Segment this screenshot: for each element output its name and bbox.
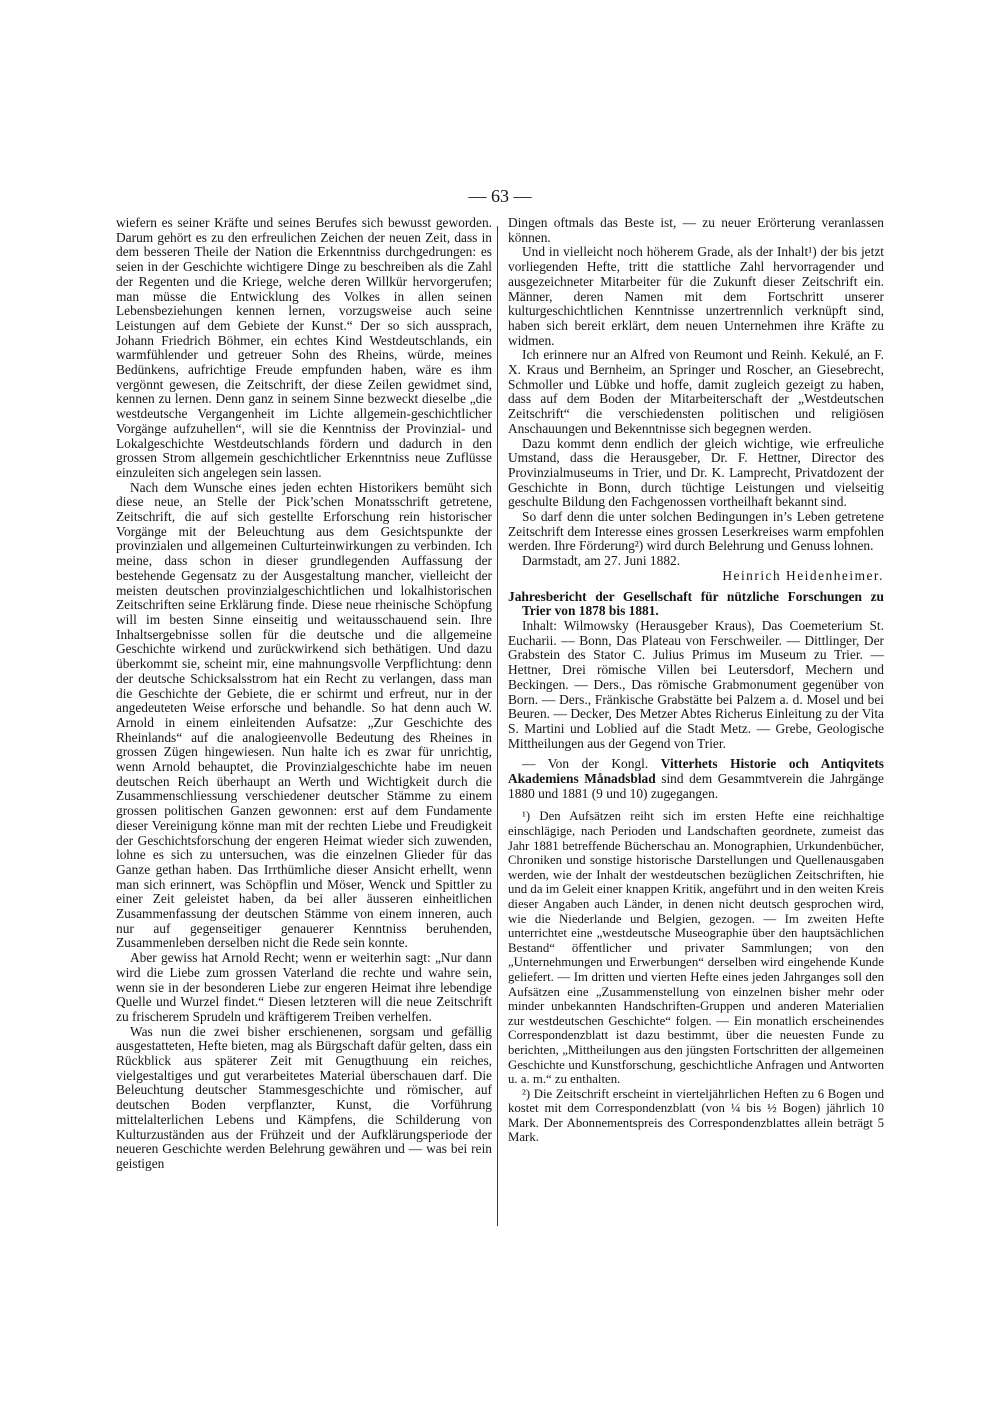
journal-title: Vitterhets Historie och Antiqvitets Akademiens Månadsblad: [508, 756, 885, 787]
paragraph: Und in vielleicht noch höherem Grade, als der Inhalt¹) der bis jetzt vorliegenden Hefte, tritt die stattliche Zahl hervorragender und ausgezeichneter Mitarbeiter für die Zukunft dieser Zeitschrift ein. Männer, deren Namen mit dem Fortschritt unserer kulturgeschichtlichen Kenntnisse unzertrennlich verknüpft sind, haben sich bereit erklärt, dem neuen Unternehmen ihre Kräfte zu widmen.: [508, 244, 884, 348]
paragraph: Ich erinnere nur an Alfred von Reumont und Reinh. Kekulé, an F. X. Kraus und Bernheim, an Springer und Roscher, an Giesebrecht, Schmoller und Lübke und hoffe, damit zugleich gezeigt zu haben, dass auf dem Boden der Mitarbeiterschaft der „Westdeutschen Zeitschrift“ die verschiedensten politischen und religiösen Anschauungen und Bekenntnisse sich begegnen werden.: [508, 347, 884, 436]
notice-prefix: — Von der Kongl.: [522, 756, 661, 772]
notice-paragraph: [508, 757, 884, 801]
notice-suffix: sind dem Gesammtverein die Jahrgänge 1880 und 1881 (9 und 10) zugegangen.: [508, 771, 884, 801]
footnote-1: ¹) Den Aufsätzen reiht sich im ersten Hefte eine reichhaltige einschlägige, nach Perioden und Landschaften geordnete, zumeist das Jahr 1881 betreffende Bücherschau an. Monographien, Urkundenbücher, Chroniken und sonstige historische Darstellungen und Quellenausgaben werden, wie der Inhalt der westdeutschen bezüglichen Zeitschriften, hie und da im Geleit einer knappen Kritik, angeführt und in den weiten Kreis dieser Angaben auch Länder, in denen nicht deutsch gesprochen wird, wie die Niederlande und Belgien, gezogen. — Im zweiten Hefte unterrichtet eine „westdeutsche Museographie über den hauptsächlichen Bestand“ öffentlicher und privater Sammlungen; von den „Unternehmungen und Erwerbungen“ derselben wird eingehende Kunde geliefert. — Im dritten und vierten Hefte eines jeden Jahrganges soll den Aufsätzen eine „Zusammenstellung von einzelnen bisher mehr oder minder unbekannten Handschriften-Gruppen und anderen Materialien zur westdeutschen Geschichte“ folgen. — Ein monatlich erscheinendes Correspondenzblatt ist dazu bestimmt, über die neuesten Funde zu berichten, „Mittheilungen aus den jüngsten Fortschritten der allgemeinen Geschichte und Kunstforschung, geschichtliche Anfragen und Antworten u. a. m.“ zu enthalten.: [508, 809, 884, 1087]
dateline: Darmstadt, am 27. Juni 1882.: [522, 553, 681, 569]
paragraph: Nach dem Wunsche eines jeden echten Historikers bemüht sich diese neue, an Stelle der Pick’schen Monatsschrift getretene, Zeitschrift, die auf sich gestellte Erforschung rein historischer Vorgänge mit der Beleuchtung aus dem Gesichtspunkte der provinzialen und allgemeinen Culturteinwirkungen zu verbinden. Ich meine, dass schon in dieser grundlegenden Auffassung der bestehende Gegensatz zu der Ausgestaltung mancher, vielleicht der meisten deutschen provinzialgeschichtlichen und lokalhistorischen Zeitschriften seine Erklärung finde. Diese neue rheinische Schöpfung will im besten Sinne einseitig und weitausschauend sein. Ihre Inhaltsergebnisse sollen für die deutsche und die allgemeine Geschichte wirkend und zurückwirkend sich bethätigen. Und dazu überkommt sie, scheint mir, eine mahnungsvolle Verpflichtung: denn der deutsche Schicksalsstrom hat ein Recht zu verlangen, dass man die Geschichte der Gebiete, die er schirmt und erfreut, nur in der angedeuteten Weise erforsche und behandle. So hat denn auch W. Arnold in einem einleitenden Aufsatze: „Zur Geschichte des Rheinlands“ auf die analogieenvolle Bedeutung des Rheines in grossen Zügen hingewiesen. Nun halte ich es zwar für unrichtig, wenn Arnold behauptet, die Provinzialgeschichte habe im neuen deutschen Reich überhaupt an Werth und Wichtigkeit durch die Zusammenschliessung verschiedener deutscher Stämme zu einem grossen politischen Ganzen gewonnen: erst auf dem Fundamente dieser Vereinigung könne man mit der rechten Liebe und Freudigkeit der Geschichtsforschung der engeren Heimat wieder sich zuwenden, lohne es sich zu untersuchen, was die einzelnen Glieder für das Ganze gethan haben. Das Irrthümliche dieser Ansicht erhellt, wenn man sich erinnert, was Schöpflin und Möser, Wenck und Spittler zu einer Zeit geleistet haben, da bei aller äusseren einheitlichen Zusammenfassung der deutschen Stämme von einem inneren, auch nur auf gegenseitiger genauerer Kenntniss beruhenden, Zusammenleben derselben nicht die Rede sein konnte.: [116, 479, 492, 951]
author-signature: Heinrich Heidenheimer.: [722, 567, 884, 583]
page-number: — 63 —: [468, 186, 532, 206]
paragraph: Aber gewiss hat Arnold Recht; wenn er weiterhin sagt: „Nur dann wird die Liebe zum grossen Vaterland die rechte und wahre sein, wenn sie in der besonderen Liebe zur engeren Heimat ihre lebendige Quelle und Wurzel findet.“ Diesen letzteren will die neue Zeitschrift zu frischerem Sprudeln und kräftigerem Treiben verhelfen.: [116, 950, 492, 1024]
paragraph: So darf denn die unter solchen Bedingungen in’s Leben getretene Zeitschrift dem Interesse eines grossen Leserkreises warm empfohlen werden. Ihre Förderung²) wird durch Belehrung und Genuss lohnen.: [508, 509, 884, 554]
footnote-separator: [508, 801, 884, 809]
paragraph: Was nun die zwei bisher erschienenen, sorgsam und gefällig ausgestatteten, Hefte bieten, mag als Bürgschaft dafür gelten, dass ein Rückblick aus späterer Zeit mit Genugthuung ein reiches, vielgestaltiges und gut verarbeitetes Material überschauen darf. Die Beleuchtung deutscher Stammesgeschichte und römischer, auf deutschen Boden verpflanzter, Kunst, die Vorführung mittelalterlichen Lebens und Kämpfens, die Schilderung von Kulturzuständen aus der Frühzeit und der Aufklärungsperiode der neueren Geschichte werden Belehrung gewähren und — was bei rein geistigen: [116, 1023, 492, 1171]
paragraph: Dingen oftmals das Beste ist, — zu neuer Erörterung veranlassen können.: [508, 215, 884, 245]
contents-paragraph: Inhalt: Wilmowsky (Herausgeber Kraus), Das Coemeterium St. Eucharii. — Bonn, Das Plateau von Ferschweiler. — Dittlinger, Der Grabstein des Stator C. Julius Primus im Museum zu Trier. — Hettner, Drei römische Villen bei Leutersdorf, Mechern und Beckingen. — Ders., Das römische Grabmonument gegenüber von Born. — Ders., Fränkische Grabstätte bei Palzem a. d. Mosel und bei Beuren. — Decker, Des Metzer Abtes Richerus Einleitung zu der Vita S. Martini und Loblied auf die Stadt Metz. — Grebe, Geologische Mittheilungen aus der Gegend von Trier.: [508, 617, 884, 751]
footnote-2: ²) Die Zeitschrift erscheint in vierteljährlichen Heften zu 6 Bogen und kostet mit dem Correspondenzblatt (von ¼ bis ½ Bogen) jährlich 10 Mark. Der Abonnementspreis des Correspondenzblattes allein beträgt 5 Mark.: [508, 1086, 884, 1145]
paragraph: Dazu kommt denn endlich der gleich wichtige, wie erfreuliche Umstand, dass die Herausgeber, Dr. F. Hettner, Director des Provinzialmuseums in Trier, und Dr. K. Lamprecht, Privatdozent der Geschichte in Bonn, durch tüchtige Leistungen und vielseitig geschulte Bildung den Fachgenossen vortheilhaft bekannt sind.: [508, 435, 884, 510]
section-heading: Jahresbericht der Gesellschaft für nützliche Forschungen zu Trier von 1878 bis 1881.: [508, 588, 884, 619]
paragraph: wiefern es seiner Kräfte und seines Berufes sich bewusst geworden. Darum gehört es zu den erfreulichen Zeichen der neuen Zeit, dass in dem besseren Theile der Nation die Erkenntniss durchgedrungen: es seien in der Geschichte wichtigere Dinge zu beschreiben als die Zahl der Regenten und die Kriege, welche deren Willkür hervorgerufen; man müsse die Entwicklung des Volkes in allen seinen Lebensbeziehungen kennen lernen, vorzugsweise auch seine Leistungen auf dem Gebiete der Kunst.“ Der so sich aussprach, Johann Friedrich Böhmer, ein echtes Kind Westdeutschlands, ein warmfühlender und getreuer Sohn des Rheins, würde, meines Bedünkens, aufrichtige Freude empfunden haben, wäre es ihm vergönnt gewesen, die Zeitschrift, der diese Zeilen gewidmet sind, kennen zu lernen. Denn ganz in seinem Sinne bezweckt dieselbe „die westdeutsche Vergangenheit im Lichte allgemein-geschichtlicher Vorgänge aufzuhellen“, will sie die Kenntniss der Provinzial- und Lokalgeschichte Westdeutschlands fördern und dadurch in den grossen Strom allgemein geschichtlicher Erkenntniss neue Zuflüsse einzuleiten sich angelegen sein lassen.: [116, 215, 492, 480]
column-divider: [497, 226, 498, 1226]
right-column: [508, 216, 884, 1145]
left-column: [116, 216, 492, 1172]
